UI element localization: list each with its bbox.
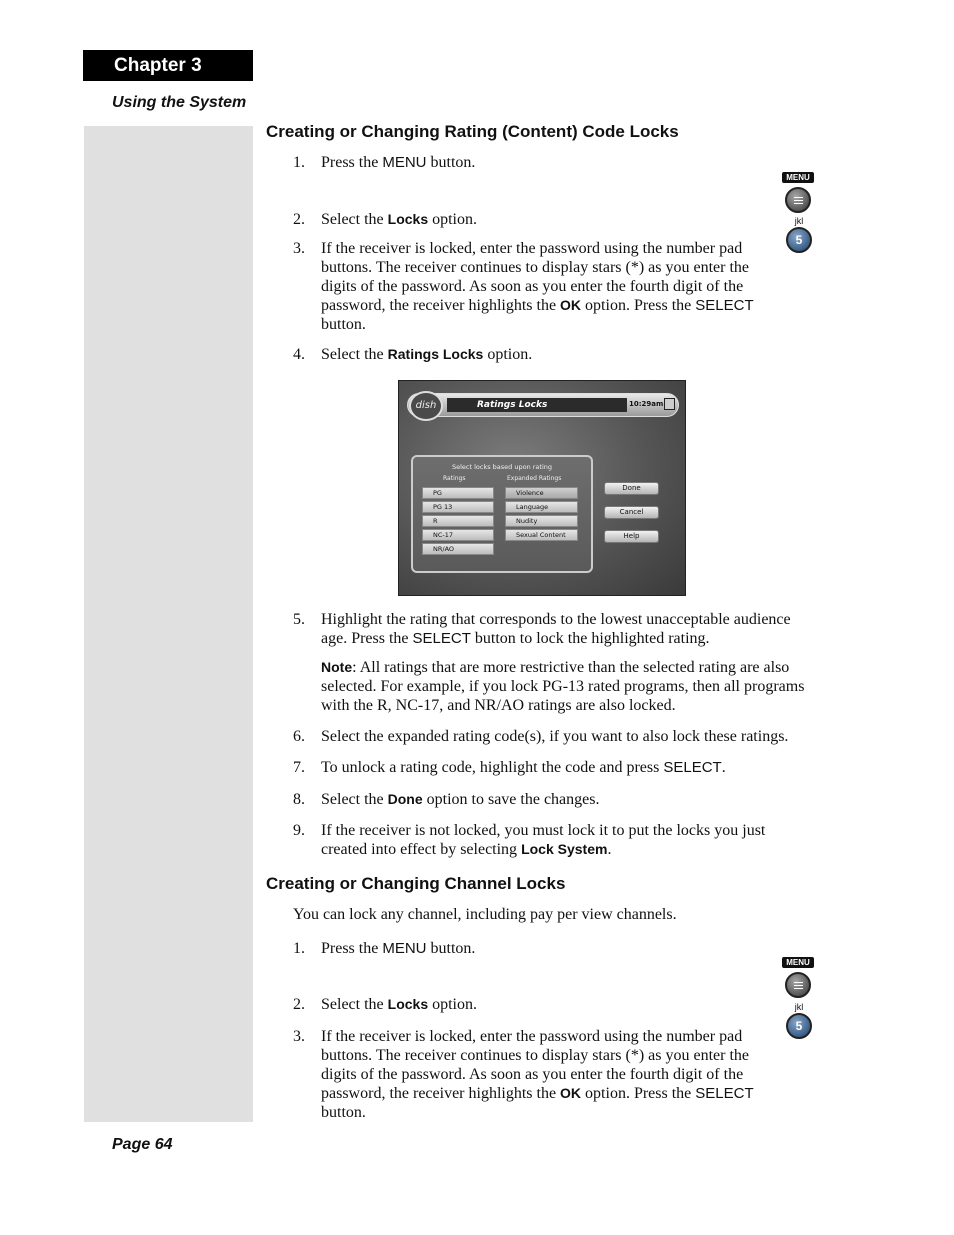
rating-option[interactable]: NC-17 — [422, 529, 494, 541]
rating-step-5: 5. Highlight the rating that corresponds to the lowest unacceptable audience age. Press the SELECT button to lock the highlighted rating. — [293, 611, 791, 647]
channel-intro: You can lock any channel, including pay per view channels. — [293, 906, 677, 923]
section-heading-rating: Creating or Changing Rating (Content) Code Locks — [266, 122, 679, 141]
sidebar-panel — [84, 126, 253, 1122]
expanded-rating-option[interactable]: Nudity — [505, 515, 578, 527]
rating-step-7: 7. To unlock a rating code, highlight the code and press SELECT. — [293, 759, 726, 776]
menu-tag: MENU — [782, 172, 814, 183]
five-key-icon: 5 — [786, 1013, 812, 1039]
menu-button-icon — [778, 167, 818, 213]
rating-step-3: 3. If the receiver is locked, enter the password using the number pad buttons. The receiver continues to display stars (*) as you enter the digits of the password. As soon as you enter the fourth digit of the password, the receiver highlights the OK option. Press the SELECT button. — [293, 240, 754, 333]
chapter-label: Chapter 3 — [83, 50, 253, 81]
cancel-button[interactable]: Cancel — [604, 506, 659, 519]
rating-step-9: 9. If the receiver is not locked, you must lock it to put the locks you just created into effect by selecting Lock System. — [293, 822, 766, 858]
done-button[interactable]: Done — [604, 482, 659, 495]
channel-step-2: 2. Select the Locks option. — [293, 996, 477, 1013]
ratings-column-heading: Ratings — [443, 475, 466, 482]
dish-logo: dish — [409, 391, 443, 421]
step-number: 8. — [293, 791, 305, 808]
step-number: 1. — [293, 154, 305, 171]
rating-step-8: 8. Select the Done option to save the changes. — [293, 791, 600, 808]
rating-step-2: 2. Select the Locks option. — [293, 211, 477, 228]
step-number: 3. — [293, 240, 305, 257]
rating-step-6: 6. Select the expanded rating code(s), if you want to also lock these ratings. — [293, 728, 789, 745]
channel-step-1: 1. Press the MENU button. — [293, 940, 476, 957]
rating-option[interactable]: PG 13 — [422, 501, 494, 513]
rating-option[interactable]: R — [422, 515, 494, 527]
step-number: 3. — [293, 1028, 305, 1045]
step-number: 4. — [293, 346, 305, 363]
step-number: 2. — [293, 996, 305, 1013]
step-number: 2. — [293, 211, 305, 228]
help-button[interactable]: Help — [604, 530, 659, 543]
rating-option[interactable]: PG — [422, 487, 494, 499]
locks-panel — [411, 455, 593, 573]
tv-icon — [664, 398, 675, 410]
step-number: 5. — [293, 611, 305, 628]
jkl-label: jkl — [794, 216, 804, 226]
step-number: 1. — [293, 940, 305, 957]
rating-step-1: 1. Press the MENU button. — [293, 154, 476, 171]
menu-tag: MENU — [782, 957, 814, 968]
expanded-rating-option[interactable]: Sexual Content — [505, 529, 578, 541]
screen-title: Ratings Locks — [447, 398, 627, 412]
section-heading-channel: Creating or Changing Channel Locks — [266, 874, 566, 893]
rating-step-4: 4. Select the Ratings Locks option. — [293, 346, 533, 363]
rating-option[interactable]: NR/AO — [422, 543, 494, 555]
step-number: 9. — [293, 822, 305, 839]
five-key-icon: 5 — [786, 227, 812, 253]
panel-heading: Select locks based upon rating — [451, 463, 553, 471]
step-number: 6. — [293, 728, 305, 745]
ratings-locks-screenshot — [398, 380, 686, 596]
expanded-column-heading: Expanded Ratings — [507, 475, 562, 482]
note-paragraph: Note: All ratings that are more restrictive than the selected rating are also selected. For example, if you lock PG-13 rated programs, then all programs with the R, NC-17, and NR/AO ratings are also locked. — [321, 659, 805, 714]
step-number: 7. — [293, 759, 305, 776]
channel-step-3: 3. If the receiver is locked, enter the password using the number pad buttons. The receiver continues to display stars (*) as you enter the digits of the password. As soon as you enter the fourth digit of the password, the receiver highlights the OK option. Press the SELECT button. — [293, 1028, 754, 1121]
jkl-label: jkl — [794, 1002, 804, 1012]
screen-time: 10:29am — [629, 400, 664, 408]
page-number: Page 64 — [112, 1136, 173, 1153]
section-label: Using the System — [112, 94, 247, 111]
menu-button-icon — [778, 952, 818, 998]
expanded-rating-option[interactable]: Language — [505, 501, 578, 513]
expanded-rating-option[interactable]: Violence — [505, 487, 578, 499]
